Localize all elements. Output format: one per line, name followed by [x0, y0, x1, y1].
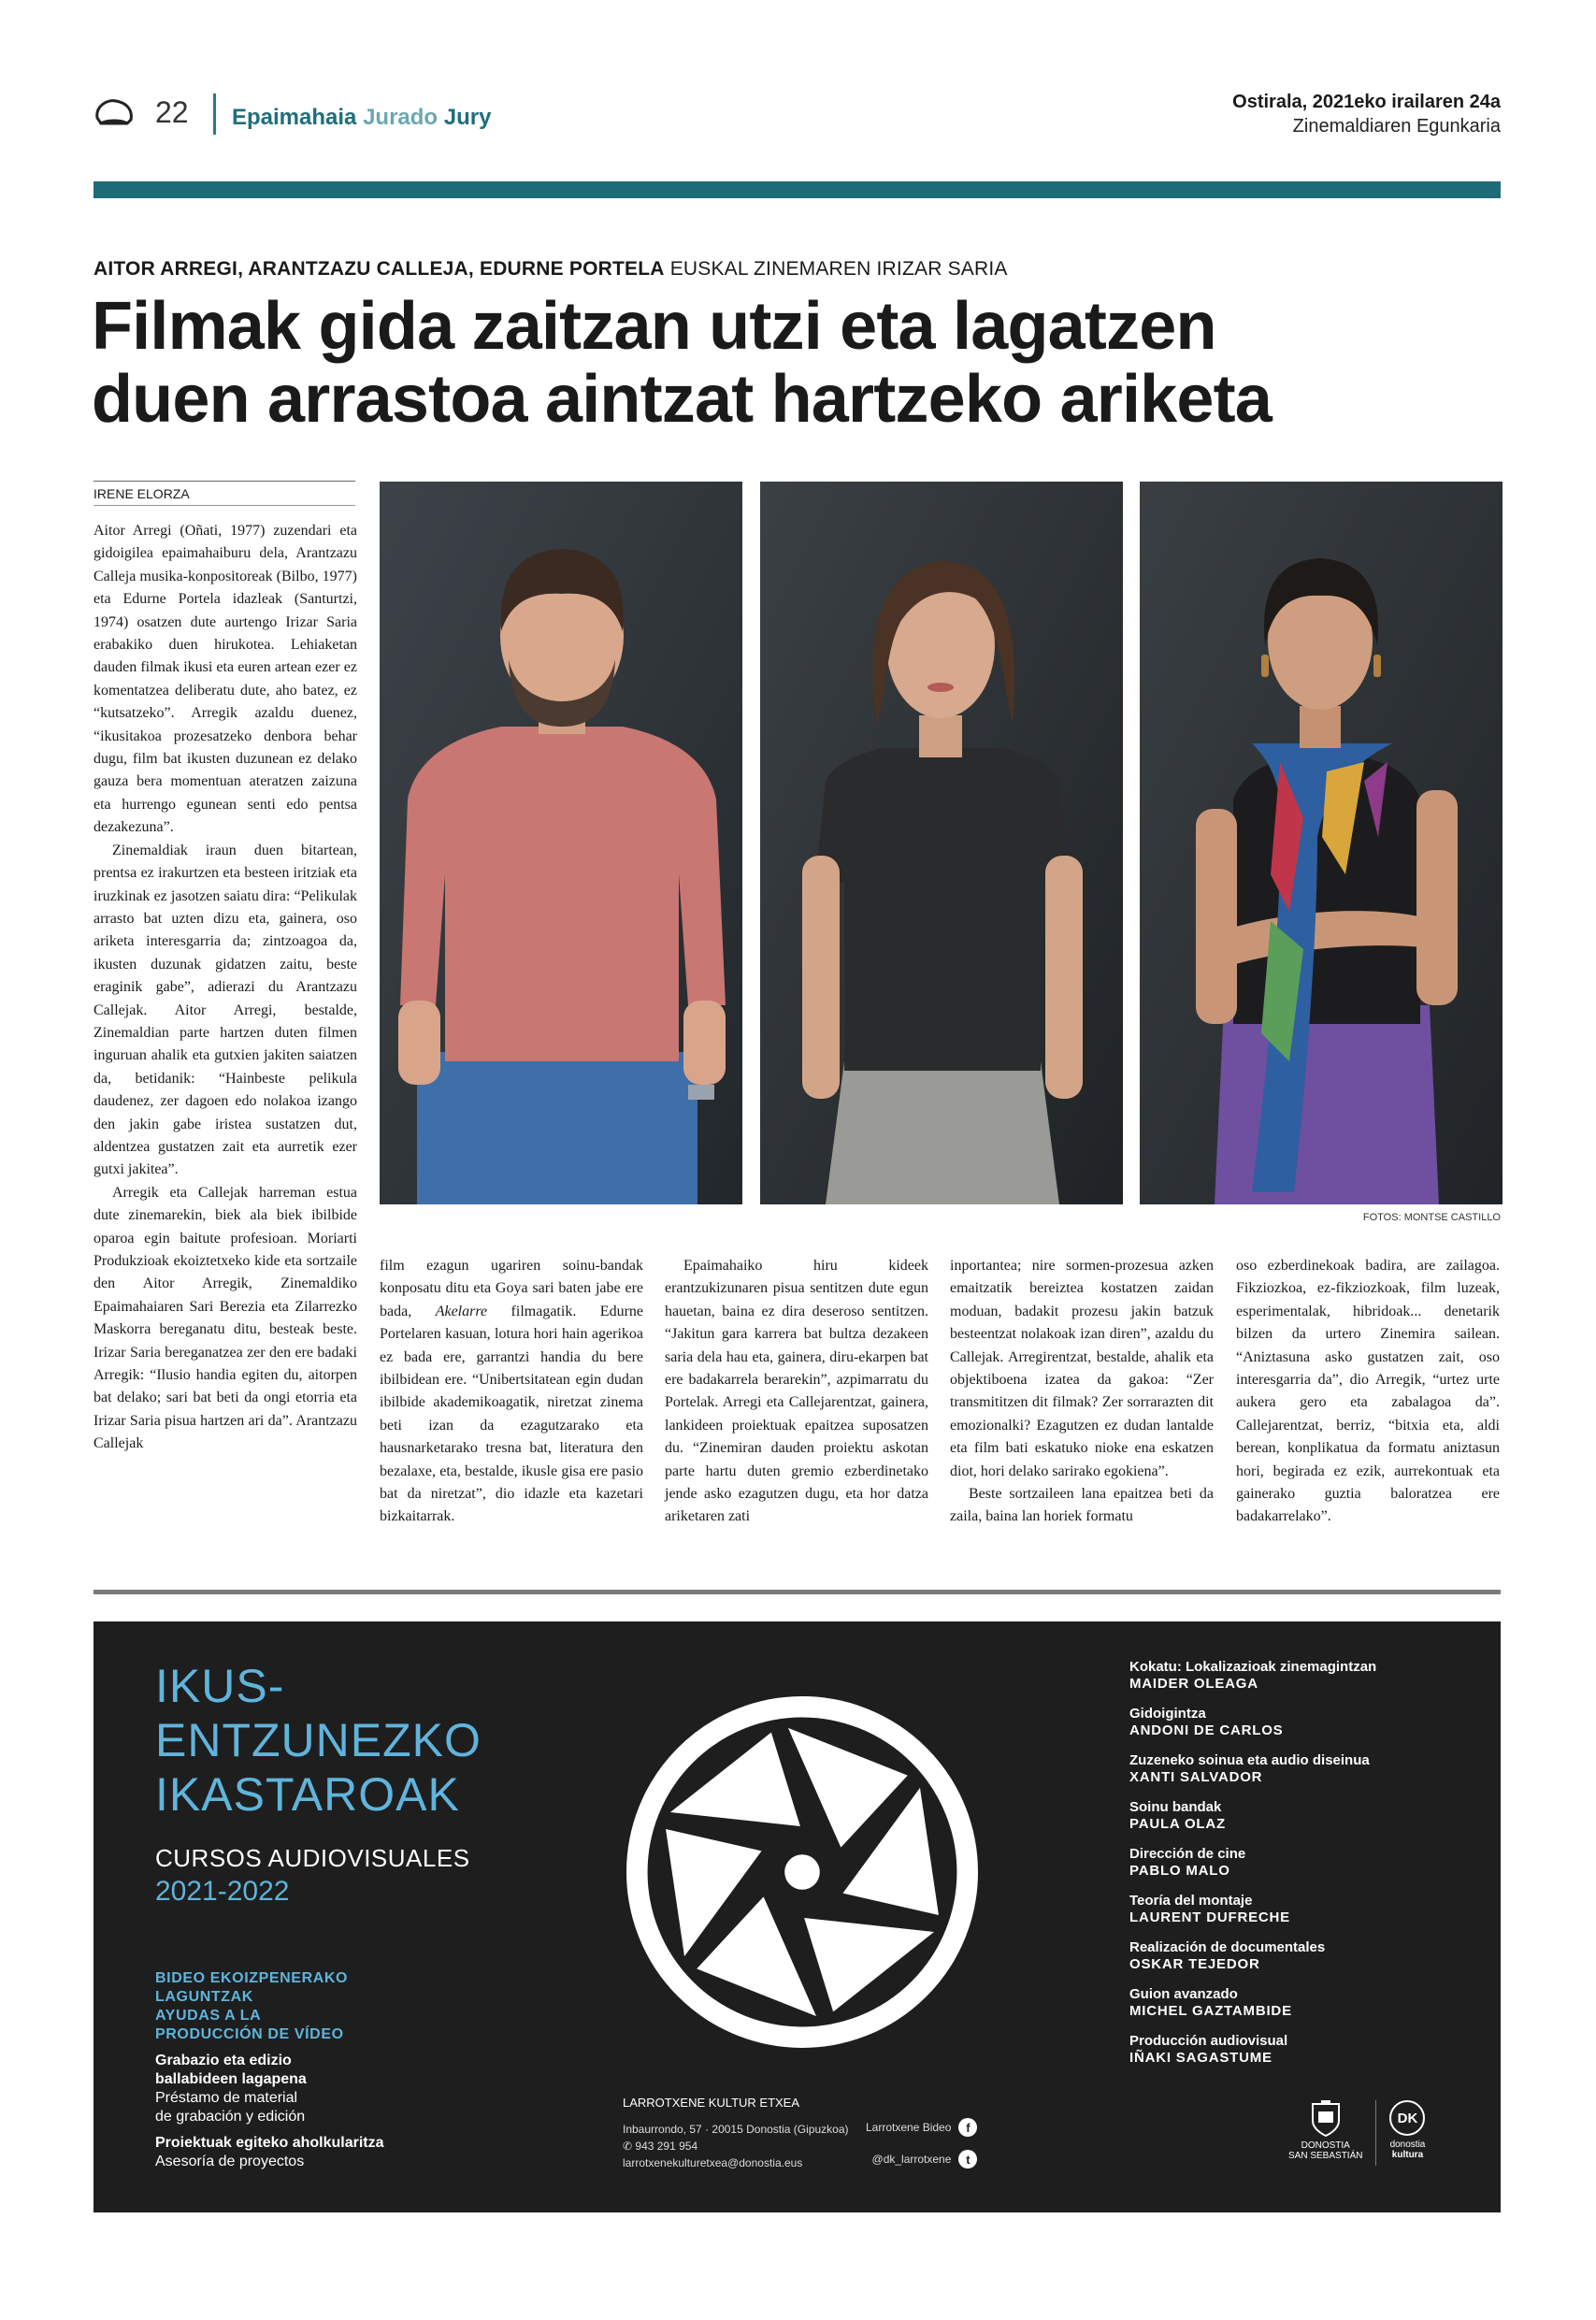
twitter-link[interactable] [866, 2149, 977, 2169]
header-divider [213, 94, 216, 135]
facebook-handle: Larrotxene Bideo [866, 2121, 952, 2134]
twitter-icon: t [958, 2150, 977, 2169]
article-column-4 [950, 1255, 1214, 1529]
course-item [1129, 1752, 1475, 1786]
course-teacher: MAIDER OLEAGA [1129, 1676, 1258, 1692]
service-es: Asesoría de proyectos [155, 2154, 305, 2169]
course-item [1129, 2033, 1475, 2067]
service-eu: ballabideen lagapena [155, 2071, 307, 2087]
byline: IRENE ELORZA [93, 486, 190, 501]
paragraph-text: filmagatik. Edurne Portelaren kasuan, lotura hori hain agerikoa ez bada ere, garrantzi handia du bere ibilbidean ere. “Unibertsitatean egin dudan ibilbide akademikoagatik, niretzat zinema beti izan da ezagutzarako eta hausnarketarako tresna bat, literatura den bezalaxe, eta, bestalde, ikusle gisa ere pasio bat da niretzat”, dio idazle eta kazetari bizkaitarrak. [380, 1303, 643, 1525]
film-title: Akelarre [435, 1303, 488, 1319]
course-item [1129, 1893, 1475, 1926]
course-teacher: MICHEL GAZTAMBIDE [1129, 2003, 1292, 2019]
ad-title-line: ENTZUNEZKO [155, 1714, 482, 1766]
course-item [1129, 1846, 1475, 1880]
camera-aperture-icon [626, 1696, 978, 2048]
course-item [1129, 1659, 1475, 1693]
service-eu: Grabazio eta edizio [155, 2053, 292, 2068]
service-es: Préstamo de material [155, 2090, 298, 2106]
dk-mark: DK [1389, 2100, 1425, 2136]
support-line: PRODUCCIÓN DE VÍDEO [155, 2026, 344, 2042]
paragraph: inportantea; nire sormen-prozesua azken emaitzatik bereiztea kostatzen zaidan moduan, badakit prozesu jakin batzuk besteentzat nolakoak izan diren”, azaldu du Callejak. Arregirentzat, bestalde, ahalik eta objektiboena izatea da gakoa: “Zer transmititzen dit filmak? Zer sorrarazten dit emozionalki? Ezagutzen ez dudan lantalde eta film bati eskatuko nioke ena eskatzen diot, hori delako sarirako egokiena”. [950, 1258, 1214, 1479]
course-title: Guion avanzado [1129, 1986, 1238, 2002]
ad-services [155, 2052, 384, 2171]
center-address: Inbaurrondo, 57 · 20015 Donostia (Gipuzkoa) [623, 2123, 849, 2136]
course-title: Teoría del montaje [1129, 1893, 1253, 1909]
article-column-3 [665, 1255, 928, 1529]
course-title: Zuzeneko soinua eta audio diseinua [1129, 1752, 1370, 1768]
center-email: larrotxenekulturetxea@donostia.eus [623, 2156, 803, 2169]
social-links [866, 2117, 977, 2181]
course-teacher: PABLO MALO [1129, 1863, 1230, 1879]
course-item [1129, 1799, 1475, 1833]
article-column-2 [380, 1255, 643, 1529]
section-title-eu: Epaimahaia [232, 105, 357, 130]
twitter-handle: @dk_larrotxene [871, 2153, 952, 2166]
course-title: Producción audiovisual [1129, 2033, 1288, 2049]
section-title [232, 105, 491, 131]
paragraph: Beste sortzaileen lana epaitzea beti da zaila, baina lan horiek formatu [950, 1486, 1214, 1525]
course-teacher: LAURENT DUFRECHE [1129, 1909, 1290, 1925]
byline-rule [93, 481, 355, 482]
course-title: Dirección de cine [1129, 1846, 1246, 1862]
org2-line: kultura [1391, 2150, 1424, 2160]
ad-years: 2021-2022 [155, 1876, 290, 1907]
course-title: Kokatu: Lokalizazioak zinemagintzan [1129, 1659, 1377, 1675]
section-title-es: Jurado [363, 105, 439, 130]
course-teacher: OSKAR TEJEDOR [1129, 1956, 1260, 1972]
article-kicker [93, 258, 1008, 281]
org2-line: donostia [1389, 2140, 1426, 2150]
headline-line: duen arrastoa aintzat hartzeko ariketa [92, 362, 1272, 437]
ad-title-line: IKUS- [155, 1660, 285, 1712]
kicker-section: EUSKAL ZINEMAREN IRIZAR SARIA [669, 258, 1008, 280]
ad-subtitle: CURSOS AUDIOVISUALES [155, 1844, 470, 1872]
service-es: de grabación y edición [155, 2109, 306, 2125]
support-line: BIDEO EKOIZPENERAKO [155, 1970, 349, 1986]
ad-title-line: IKASTAROAK [155, 1768, 460, 1821]
course-teacher: XANTI SALVADOR [1129, 1769, 1263, 1785]
paragraph: Arregik eta Callejak harreman estua dute zinemarekin, biek ala biek ibilbide oparoa egin baitute profesioan. Moriarti Produkzioak ekoiztetxeko kide eta sortzaile den Aitor Arregik, Zinemaldiko Epaimahaiaren Sari Berezia eta Zilarrezko Maskorra bereganatu ditu, besteak beste. Irizar Saria bereganatzea zer den ere badaki Arregik: “Ilusio handia egiten du, aitorpen bat delako; sari bat beti da ongi etorria eta Irizar Saria pisua hartzen ari da”. Arantzazu Callejak [93, 1184, 357, 1452]
facebook-link[interactable] [866, 2117, 977, 2138]
ad-support-heading [155, 1969, 348, 2044]
donostia-logo [1288, 2100, 1362, 2161]
center-phone: ✆ 943 291 954 [623, 2140, 698, 2153]
article-column-5 [1236, 1255, 1500, 1529]
city-shield-icon [1310, 2100, 1342, 2138]
section-title-en: Jury [443, 105, 492, 130]
headline-line: Filmak gida zaitzan utzi eta lagatzen [92, 289, 1216, 364]
support-line: AYUDAS A LA [155, 2008, 262, 2024]
culture-center-info [623, 2095, 848, 2171]
course-item [1129, 1986, 1475, 2020]
course-teacher: IÑAKI SAGASTUME [1129, 2050, 1272, 2066]
header-bar [93, 181, 1501, 198]
photo-aitor-arregi [380, 482, 742, 1204]
issue-date: Ostirala, 2021eko irailaren 24a [1232, 92, 1501, 112]
kicker-names: AITOR ARREGI, ARANTZAZU CALLEJA, EDURNE PORTELA [93, 258, 665, 280]
service-eu: Proiektuak egiteko aholkularitza [155, 2135, 384, 2151]
course-teacher: ANDONI DE CARLOS [1129, 1722, 1284, 1738]
course-title: Gidoigintza [1129, 1706, 1206, 1722]
paragraph: Epaimahaiko hiru kideek erantzukizunaren pisua sentitzen dute egun hauetan, baina ez dira deseroso sentitzen. “Jakitun gara karrera bat bultza dezakeen saria dela hau eta, gainera, diru-ekarpen bat ere badakarrela berarekin”, azpimarratu du Portelak. Arregi eta Callejarentzat, gainera, lankideen proiektuak epaitzea suposatzen du. “Zinemiran dauden proiektu askotan parte hartu duten gremio ezberdinetako jende asko ezagutzen dugu, eta hor datza ariketaren zati [665, 1258, 928, 1525]
advertisement [93, 1621, 1501, 2212]
article-headline [92, 290, 1494, 436]
paragraph-text: film ezagun ugariren soinu-bandak konposatu ditu eta Goya sari baten jabe ere bada, [380, 1258, 643, 1319]
article-end-rule [93, 1590, 1501, 1594]
facebook-icon: f [958, 2118, 977, 2137]
paragraph: Zinemaldiak iraun duen bitartean, prentsa ez irakurtzen eta besteen iritziak eta iruzkinak ez jasotzen saiatu dira: “Pelikulak arrasto bat uzten dizu eta, gainera, oso ariketa interesgarria da; zintzoagoa da, ikusten duzunak gidatzen zaitu, beste eraginik gabe”, adierazi du Arantzazu Callejak. Aitor Arregi, bestalde, Zinemaldian parte hartzen duten filmen inguruan ahalik eta gutxien jakiten saiatzen da, betidanik: “Hainbeste pelikula daudenez, zer dagoen edo nolakoa izango den jakin gabe iristea sustatzen dut, aldentzea gustatzen zait eta aurretik ezer gutxi jakitea”. [93, 842, 357, 1178]
course-item [1129, 1939, 1475, 1973]
page-number: 22 [155, 95, 189, 129]
photo-edurne-portela [1140, 482, 1503, 1204]
article-column-1 [93, 520, 357, 1456]
paragraph: Aitor Arregi (Oñati, 1977) zuzendari eta gidoigilea epaimahaiburu dela, Arantzazu Calleja musika-konpositoreak (Bilbo, 1977) eta Edurne Portela idazleak (Santurtzi, 1974) osatzen dute aurtengo Irizar Saria erabakiko duen hirukotea. Lehiaketan dauden filmak ikusi eta euren artean ezer ez komentatzea deliberatu dute, aho batez, ez “kutsatzeko”. Arregik azaldu duenez, “ikusitakoa prozesatzeko denbora behar dugu, film bat ikusten duzunean ez delako gauza bera momentuan ateratzen zaizuna eta hurrengo egunean senti edo pentsa dezakezuna”. [93, 523, 357, 836]
byline-rule [93, 505, 355, 506]
photo-arantzazu-calleja [760, 482, 1123, 1204]
logo-divider [1375, 2100, 1376, 2166]
donostia-kultura-logo [1389, 2100, 1425, 2160]
newspaper-logo-icon [93, 97, 135, 131]
newspaper-name: Zinemaldiaren Egunkaria [1292, 116, 1501, 137]
paragraph [380, 1255, 643, 1529]
course-title: Realización de documentales [1129, 1939, 1326, 1955]
org1-line: DONOSTIA [1301, 2140, 1350, 2151]
course-teacher: PAULA OLAZ [1129, 1816, 1226, 1832]
ad-title [155, 1659, 482, 1822]
course-title: Soinu bandak [1129, 1799, 1222, 1815]
course-item [1129, 1706, 1475, 1739]
support-line: LAGUNTZAK [155, 1989, 253, 2005]
center-name: LARROTXENE KULTUR ETXEA [623, 2096, 800, 2110]
course-list [1129, 1659, 1475, 2080]
organization-logos [1288, 2100, 1425, 2166]
paragraph: oso ezberdinekoak badira, are zailagoa. Fikziozkoa, ez-fikziozkoak, film luzeak, esperimentalak, hibridoak... denetarik bilzen da urtero Zinemira sailean. “Aniztasuna asko gustatzen zait, oso interesgarria da”, dio Arregik, “urtez urte aukera gero eta zabalagoa da”. Callejarentzat, berriz, “bitxia eta, aldi berean, konplikatua da formatu aniztasun hori, begirada ez ezik, aurrekontuak eta gainerako guztia baloratzea ere badakarrelako”. [1236, 1258, 1500, 1525]
org1-line: SAN SEBASTIÁN [1288, 2151, 1363, 2161]
photo-credit: FOTOS: MONTSE CASTILLO [1362, 1212, 1501, 1223]
